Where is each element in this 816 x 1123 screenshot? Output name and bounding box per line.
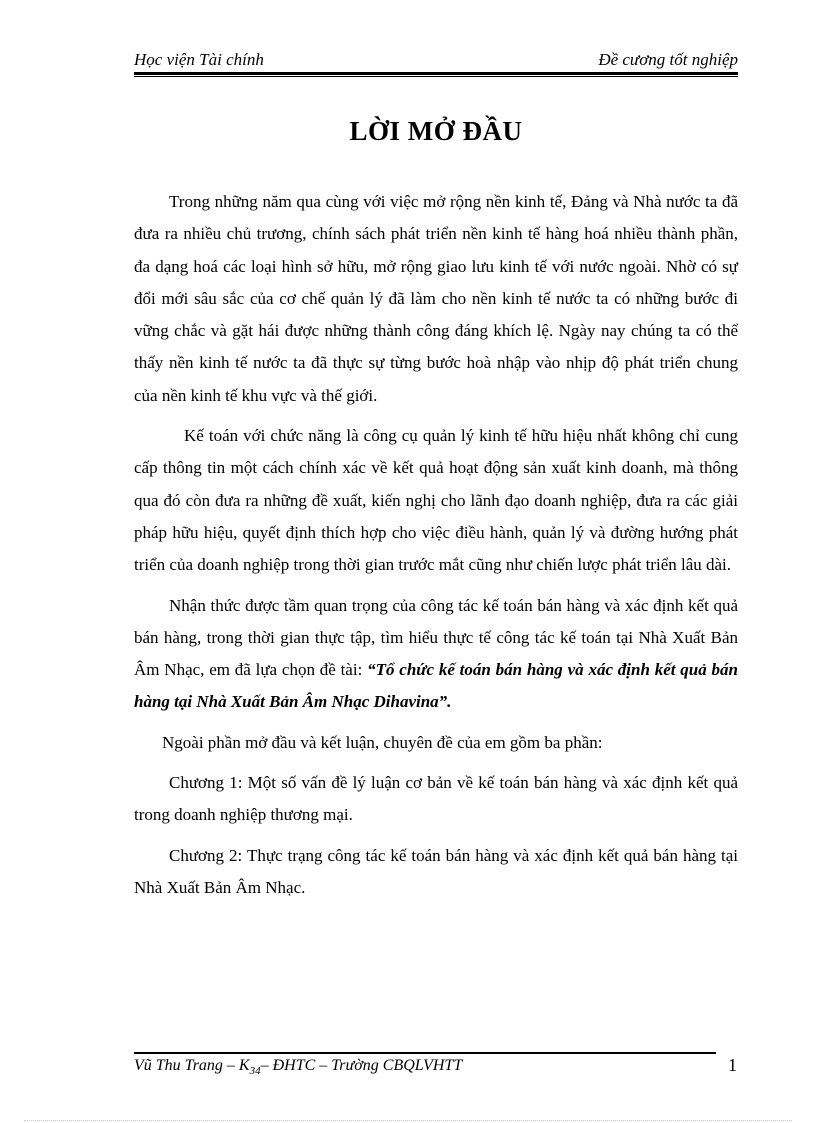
thesis-topic: “Tổ chức kế toán bán hàng và xác định kết quả bán hàng tại Nhà Xuất Bản Âm Nhạc Dihavina”. bbox=[134, 660, 738, 712]
paragraph-3-text: Nhận thức được tầm quan trọng của công tác kế toán bán hàng và xác định kết quả bán hàng, trong thời gian thực tập, tìm hiểu thực tế công tác kế toán tại Nhà Xuất Bản Âm Nhạc, em đã lựa chọn đề tài: bbox=[134, 595, 738, 680]
header-divider-thin bbox=[134, 76, 738, 77]
footer-author bbox=[134, 1057, 462, 1077]
paragraph-4: Ngoài phần mở đầu và kết luận, chuyên đề của em gồm ba phần: bbox=[162, 732, 603, 752]
page-number: 1 bbox=[728, 1055, 737, 1075]
chapter-1-description: Chương 1: Một số vấn đề lý luận cơ bản về kế toán bán hàng và xác định kết quả trong doanh nghiệp thương mại. bbox=[134, 773, 738, 825]
paragraph-3 bbox=[134, 590, 738, 719]
header-institution: Học viện Tài chính bbox=[134, 50, 264, 69]
body-text bbox=[134, 186, 738, 912]
page-title: LỜI MỞ ĐẦU bbox=[349, 116, 523, 146]
header-divider bbox=[134, 72, 738, 75]
footer-divider bbox=[134, 1052, 716, 1054]
footer-school: – ĐHTC – Trường CBQLVHTT bbox=[260, 1057, 463, 1074]
page-bottom-border bbox=[24, 1120, 792, 1121]
footer-author-name: Vũ Thu Trang – K bbox=[134, 1057, 250, 1074]
page-header bbox=[134, 48, 738, 74]
chapter-2-description: Chương 2: Thực trạng công tác kế toán bán hàng và xác định kết quả bán hàng tại Nhà Xuất Bản Âm Nhạc. bbox=[134, 845, 738, 897]
header-document-type: Đề cương tốt nghiệp bbox=[598, 50, 738, 69]
paragraph-2: Kế toán với chức năng là công cụ quản lý kinh tế hữu hiệu nhất không chỉ cung cấp thông tin một cách chính xác về kết quả hoạt động sản xuất kinh doanh, mà thông qua đó còn đưa ra những đề xuất, kiến nghị cho lãnh đạo doanh nghiệp, đưa ra các giải pháp hữu hiệu, quyết định thích hợp cho việc điều hành, quản lý và đường hướng phát triển của doanh nghiệp trong thời gian trước mắt cũng như chiến lược phát triển lâu dài. bbox=[134, 426, 738, 575]
footer-cohort: 34 bbox=[249, 1065, 261, 1078]
paragraph-1: Trong những năm qua cùng với việc mở rộng nền kinh tế, Đảng và Nhà nước ta đã đưa ra nhiều chủ trương, chính sách phát triển nền kinh tế hàng hoá nhiều thành phần, đa dạng hoá các loại hình sở hữu, mở rộng giao lưu kinh tế với nước ngoài. Nhờ có sự đổi mới sâu sắc của cơ chế quản lý đã làm cho nền kinh tế nước ta có những bước đi vững chắc và gặt hái được những thành công đáng khích lệ. Ngày nay chúng ta có thể thấy nền kinh tế nước ta đã thực sự từng bước hoà nhập vào nhịp độ phát triển chung của nền kinh tế khu vực và thế giới. bbox=[134, 192, 738, 405]
